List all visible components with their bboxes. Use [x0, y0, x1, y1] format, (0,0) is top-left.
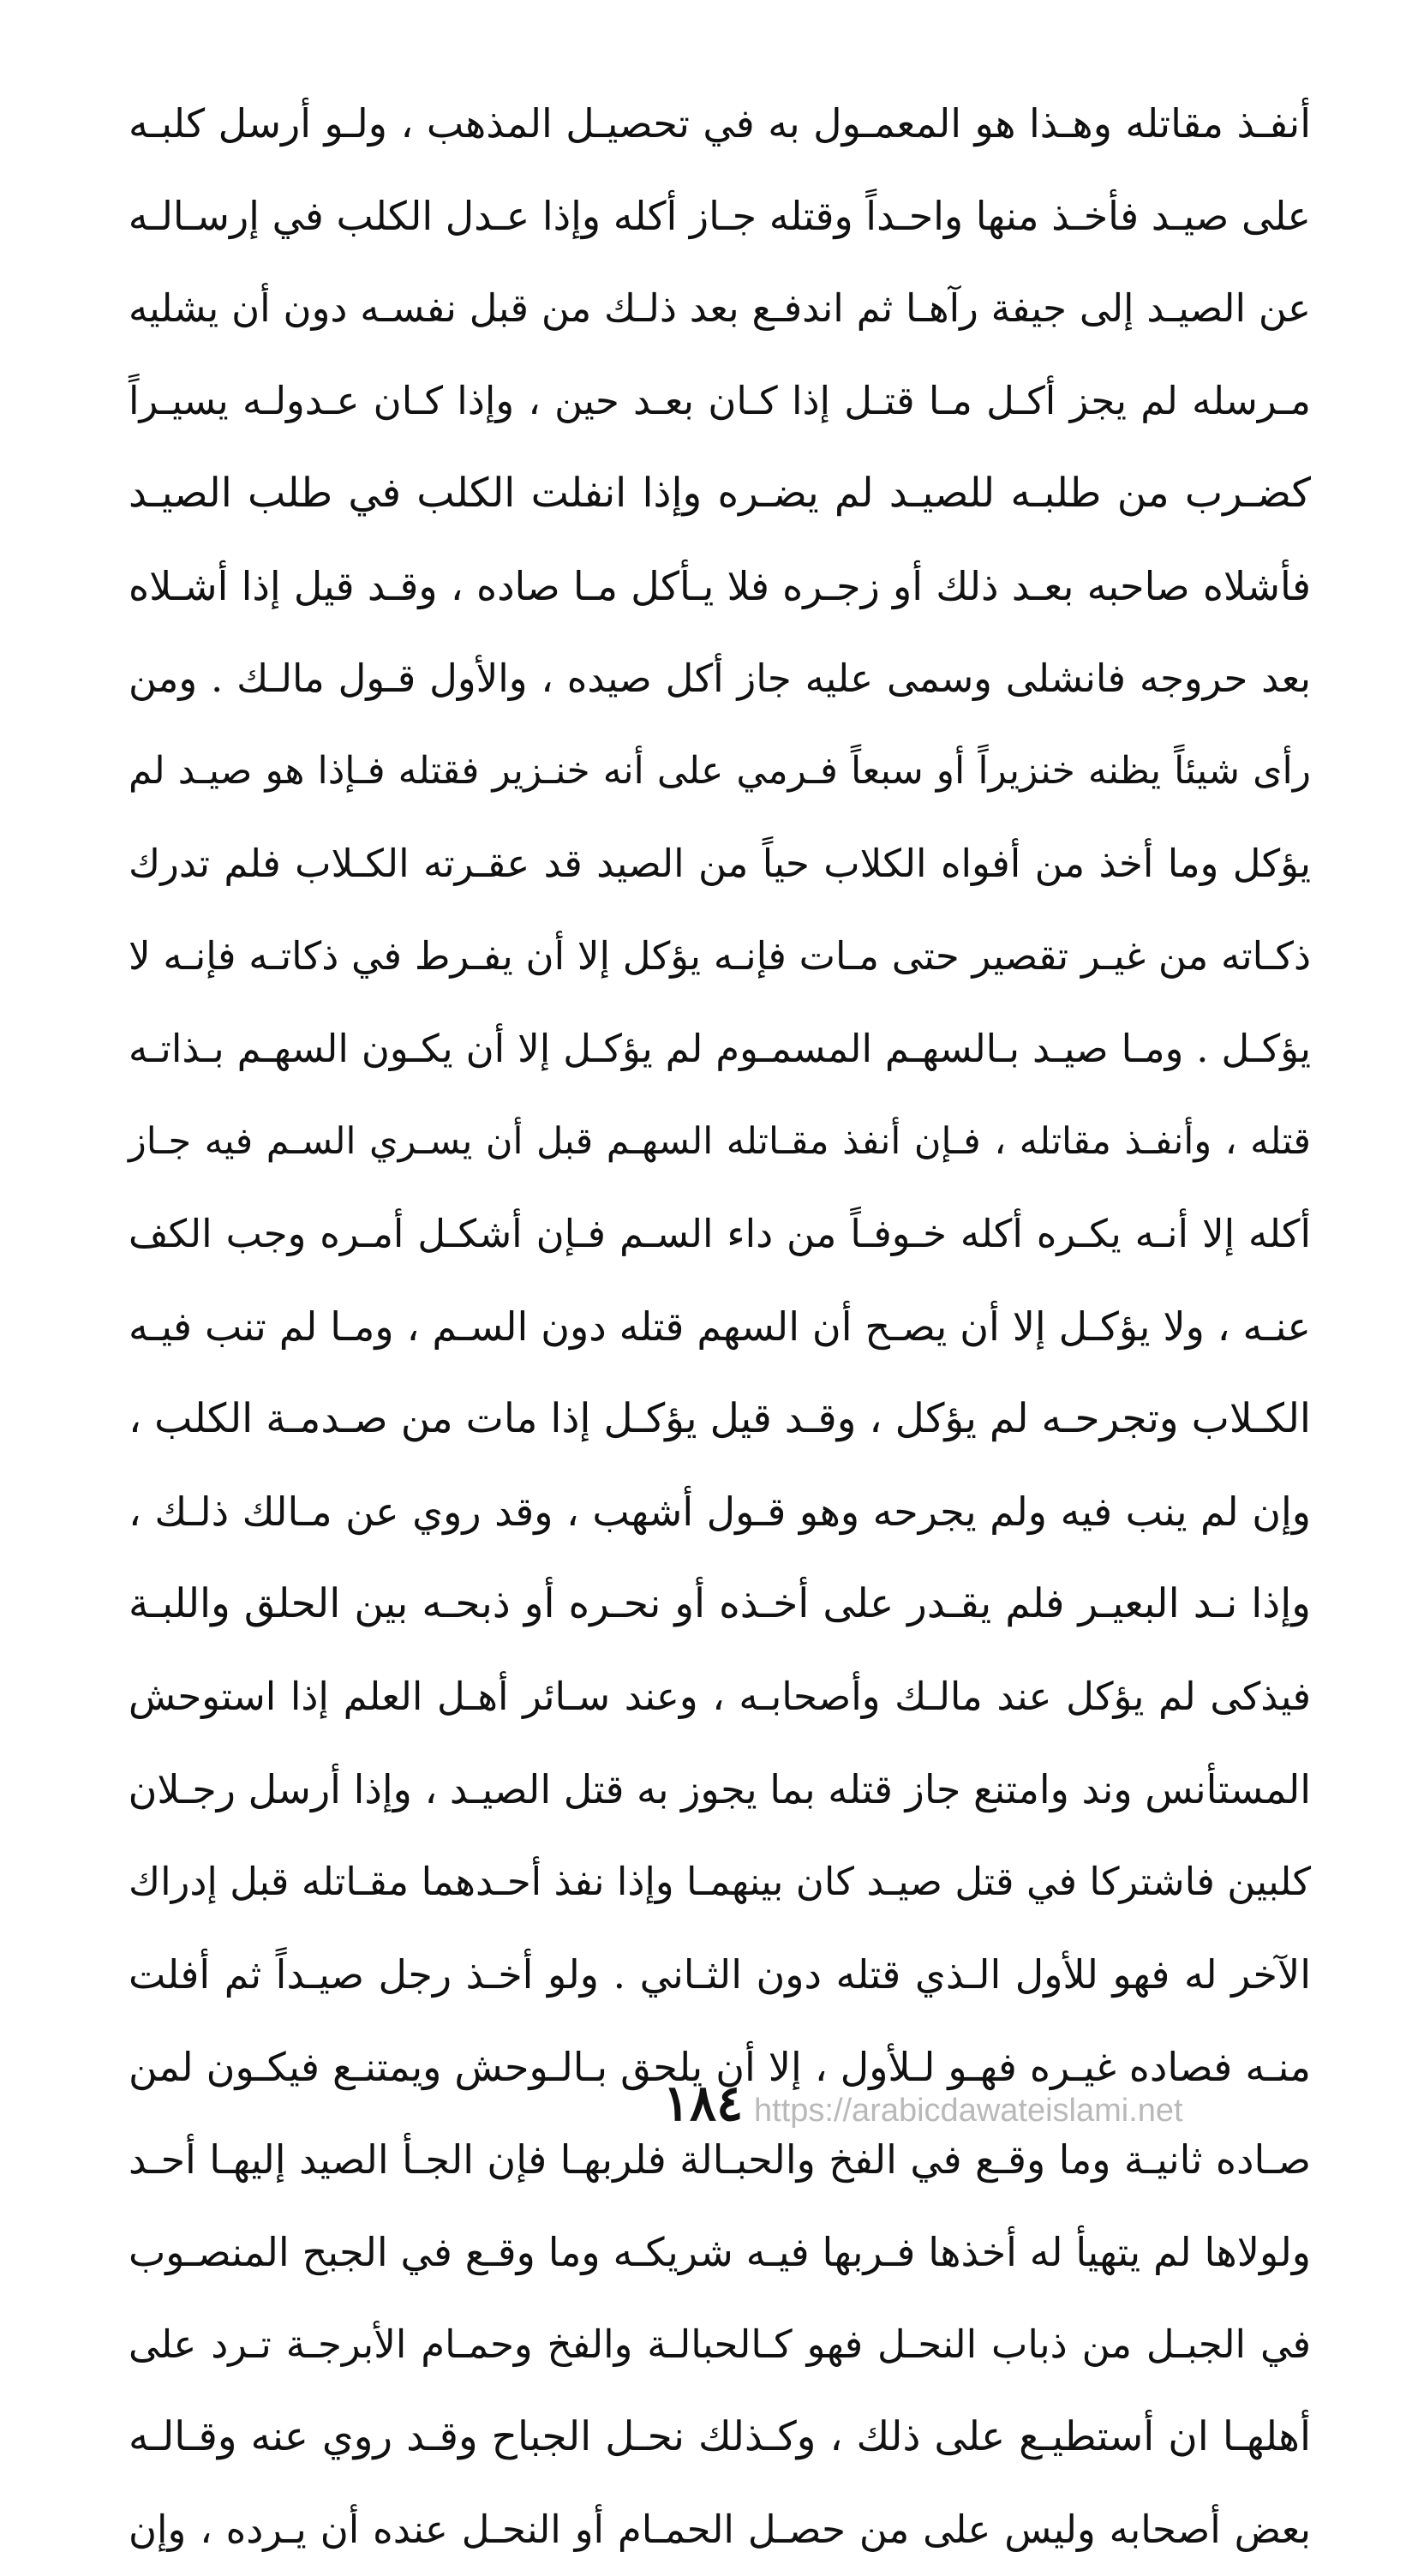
text-line-16: وإن لم ينب فيه ولم يجرحه وهو قـول أشهب ، وقد روي عن مـالك ذلـك ، — [129, 1489, 1311, 1535]
text-line-14: عنـه ، ولا يؤكـل إلا أن يصـح أن السهم قتله دون السـم ، ومـا لم تنب فيـه — [129, 1303, 1311, 1350]
text-line-13: أكله إلا أنـه يكـره أكله خـوفـاً من داء السـم فـإن أشكـل أمـره وجب الكف — [129, 1211, 1311, 1256]
text-line-9: يؤكل وما أخذ من أفواه الكلاب حياً من الصيد قد عقـرته الكـلاب فلم تدرك — [129, 841, 1311, 886]
page-number: ١٨٤ — [662, 2074, 744, 2132]
text-line-3: عن الصيـد إلى جيفة رآهـا ثم اندفـع بعد ذلـك من قبل نفسـه دون أن يشليه — [129, 285, 1311, 331]
text-line-4: مـرسله لم يجز أكـل مـا قتـل إذا كـان بعـد حين ، وإذا كـان عـدولـه يسيـراً — [129, 378, 1311, 423]
text-line-6: فأشلاه صاحبه بعـد ذلك أو زجـره فلا يـأكل مـا صاده ، وقـد قيل إذا أشـلاه — [129, 563, 1312, 609]
text-line-12: قتله ، وأنفـذ مقاتله ، فـإن أنفذ مقـاتله السهـم قبل أن يسـري السـم فيه جـاز — [129, 1120, 1311, 1163]
text-line-8: رأى شيئاً يظنه خنزيراً أو سبعاً فـرمي على أنه خنـزير فقتله فـإذا هو صيـد لم — [129, 749, 1311, 793]
text-line-20: كلبين فاشتركا في قتل صيـد كان بينهمـا وإذا نفذ أحـدهما مقـاتله قبل إدراك — [129, 1859, 1311, 1904]
text-line-17: وإذا نـد البعيـر فلم يقـدر على أخـذه أو نحـره أو ذبحـه بين الحلق واللبـة — [129, 1580, 1311, 1627]
text-line-7: بعد حروجه فانشلى وسمى عليه جاز أكل صيده ، والأول قـول مالـك . ومن — [129, 656, 1311, 701]
text-line-1: أنفـذ مقاتله وهـذا هو المعمـول به في تحصيـل المذهب ، ولـو أرسل كلبـه — [129, 100, 1311, 147]
text-line-5: كضـرب من طلبـه للصيـد لم يضـره وإذا انفلت الكلب في طلب الصيـد — [129, 470, 1311, 517]
text-line-15: الكـلاب وتجرحـه لم يؤكل ، وقـد قيل يؤكـل إذا مات من صـدمـة الكلب ، — [129, 1395, 1311, 1442]
body-text — [129, 77, 1311, 2576]
text-line-24: ولولاها لم يتهيأ له أخذها فـربها فيـه شريكـه وما وقـع في الجبح المنصـوب — [129, 2229, 1311, 2275]
watermark-url: https://arabicdawateislami.net — [754, 2093, 1183, 2129]
text-line-25: في الجبـل من ذباب النحـل فهو كـالحبالـة والفخ وحمـام الأبرجـة تـرد على — [129, 2321, 1311, 2367]
text-line-21: الآخر له فهو للأول الـذي قتله دون الثـاني . ولو أخـذ رجل صيـداً ثم أفلت — [129, 1951, 1311, 1998]
text-line-27: بعض أصحابه وليس على من حصـل الحمـام أو النحـل عنده أن يـرده ، وإن — [129, 2507, 1311, 2552]
text-line-26: أهلهـا ان أستطيـع على ذلك ، وكـذلك نحـل الجباح وقـد روي عنه وقـالـه — [129, 2413, 1311, 2460]
text-line-2: على صيـد فأخـذ منها واحـداً وقتله جـاز أكله وإذا عـدل الكلب في إرسـالـه — [128, 193, 1311, 239]
text-line-10: ذكـاته من غيـر تقصير حتى مـات فإنـه يؤكل إلا أن يفـرط في ذكاتـه فإنـه لا — [129, 933, 1311, 979]
text-line-18: فيذكى لم يؤكل عند مالـك وأصحابـه ، وعند سـائر أهـل العلم إذا استوحش — [129, 1674, 1311, 1719]
text-line-19: المستأنس وند وامتنع جاز قتله بما يجوز به قتل الصيـد ، وإذا أرسل رجـلان — [128, 1766, 1311, 1812]
text-line-23: صـاده ثانيـة وما وقـع في الفخ والحبـالة فلربهـا فإن الجـأ الصيد إليهـا أحـد — [129, 2136, 1311, 2183]
text-line-11: يؤكـل . ومـا صيـد بـالسهـم المسمـوم لم يؤكـل إلا أن يكـون السهـم بـذاتـه — [129, 1026, 1311, 1071]
text-line-22: منـه فصاده غيـره فهـو لـلأول ، إلا أن يلحق بـالـوحش ويمتنـع فيكـون لمن — [129, 2044, 1311, 2090]
